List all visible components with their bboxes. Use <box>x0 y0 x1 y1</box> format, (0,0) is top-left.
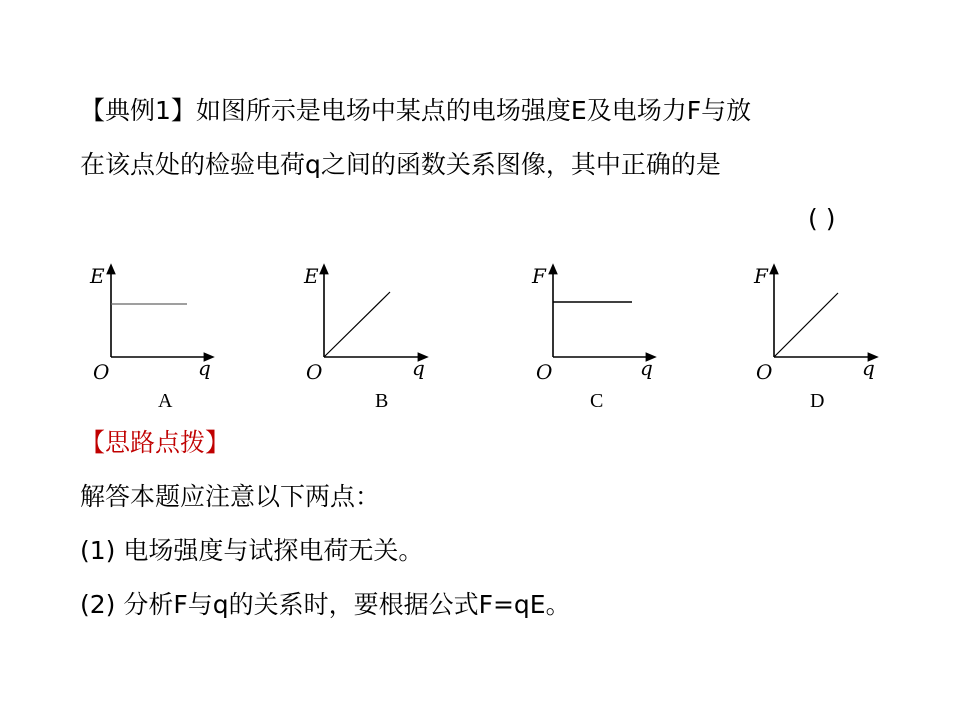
graph-c <box>530 260 700 420</box>
graph-a-plot <box>90 260 260 420</box>
graph-caption: B <box>375 390 389 412</box>
answer-parentheses: ( ) <box>808 204 836 233</box>
origin-label: O <box>536 360 553 384</box>
graph-line <box>774 293 838 357</box>
graph-caption: D <box>810 390 825 412</box>
hint-intro: 解答本题应注意以下两点： <box>80 482 381 511</box>
origin-label: O <box>306 360 323 384</box>
x-axis-label: q <box>198 356 211 380</box>
hint-point-2: (2) 分析F与q的关系时，要根据公式F=qE。 <box>80 590 571 619</box>
y-axis-label: E <box>90 264 105 288</box>
graph-caption: C <box>590 390 604 412</box>
graph-line <box>324 292 390 357</box>
problem-line-1: 【典例1】如图所示是电场中某点的电场强度E及电场力F与放 <box>80 96 752 125</box>
origin-label: O <box>756 360 773 384</box>
y-axis-label: F <box>754 264 768 288</box>
graph-b <box>302 260 472 420</box>
origin-label: O <box>93 360 110 384</box>
y-axis-label: F <box>532 264 546 288</box>
graph-d-plot <box>752 260 922 420</box>
x-axis-label: q <box>412 356 425 380</box>
graph-caption: A <box>158 390 173 412</box>
graph-d <box>752 260 922 420</box>
y-axis-label: E <box>304 264 319 288</box>
hint-point-1: (1) 电场强度与试探电荷无关。 <box>80 536 424 565</box>
hint-heading: 【思路点拨】 <box>80 428 231 457</box>
problem-line-2: 在该点处的检验电荷q之间的函数关系图像，其中正确的是 <box>80 150 721 179</box>
graph-c-plot <box>530 260 700 420</box>
x-axis-label: q <box>862 356 875 380</box>
graph-a <box>90 260 260 420</box>
x-axis-label: q <box>640 356 653 380</box>
